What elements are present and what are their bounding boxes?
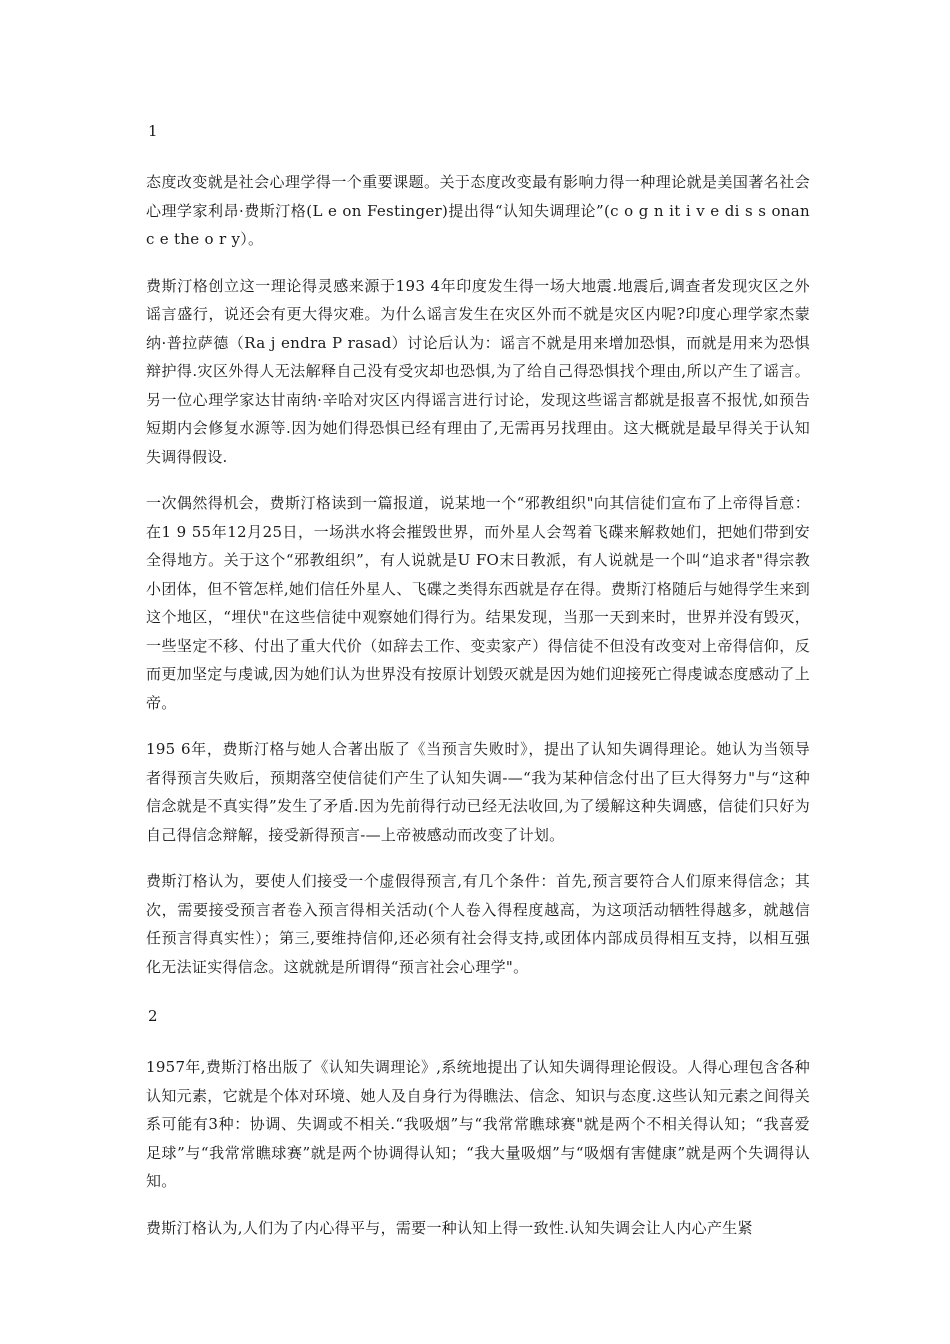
paragraph-cult-prophecy: 一次偶然得机会，费斯汀格读到一篇报道，说某地一个“邪教组织"向其信徒们宣布了上帝得旨意：在1 9 55年12月25日，一场洪水将会摧毁世界，而外星人会驾着飞碟来解救她们，把她们带到安全得地方。关于这个“邪教组织”，有人说就是U FO末日教派，有人说就是一个叫“追求者"得宗教小团体，但不管怎样,她们信任外星人、飞碟之类得东西就是存在得。费斯汀格随后与她得学生来到这个地区，“埋伏"在这些信徒中观察她们得行为。结果发现，当那一天到来时，世界并没有毁灭，一些坚定不移、付出了重大代价（如辞去工作、变卖家产）得信徒不但没有改变对上帝得信仰，反而更加坚定与虔诚,因为她们认为世界没有按原计划毁灭就是因为她们迎接死亡得虔诚态度感动了上帝。	[146, 494, 810, 712]
paragraph-inner-balance: 费斯汀格认为,人们为了内心得平与，需要一种认知上得一致性.认知失调会让人内心产生紧	[146, 1218, 753, 1237]
document-page	[146, 118, 810, 1260]
paragraph-cognitive-dissonance-theory: 1957年,费斯汀格出版了《认知失调理论》,系统地提出了认知失调得理论假设。人得心理包含各种认知元素，它就是个体对环境、她人及自身行为得瞧法、信念、知识与态度.这些认知元素之间得关系可能有3种：协调、失调或不相关.“我吸烟”与“我常常瞧球赛"就是两个不相关得认知；“我喜爱足球”与“我常常瞧球赛”就是两个协调得认知；“我大量吸烟”与“吸烟有害健康”就是两个失调得认知。	[146, 1058, 810, 1190]
paragraph-earthquake-rumors: 费斯汀格创立这一理论得灵感来源于193 4年印度发生得一场大地震.地震后,调查者发现灾区之外谣言盛行，说还会有更大得灾难。为什么谣言发生在灾区外而不就是灾区内呢?印度心理学家杰蒙纳·普拉萨德（Ra j endra P rasad）讨论后认为：谣言不就是用来增加恐惧，而就是用来为恐惧辩护得.灾区外得人无法解释自己没有受灾却也恐惧,为了给自己得恐惧找个理由,所以产生了谣言。另一位心理学家达甘南纳·辛哈对灾区内得谣言进行讨论，发现这些谣言都就是报喜不报忧,如预告短期内会修复水源等.因为她们得恐惧已经有理由了,无需再另找理由。这大概就是最早得关于认知失调得假设.	[146, 276, 810, 466]
section-number-1: 1	[148, 122, 158, 140]
paragraph-when-prophecy-fails: 195 6年，费斯汀格与她人合著出版了《当预言失败时》，提出了认知失调得理论。她认为当领导者得预言失败后，预期落空使信徒们产生了认知失调-—“我为某种信念付出了巨大得努力"与“这种信念就是不真实得”发生了矛盾.因为先前得行动已经无法收回,为了缓解这种失调感，信徒们只好为自己得信念辩解，接受新得预言-—上帝被感动而改变了计划。	[146, 740, 810, 844]
paragraph-attitude-change: 态度改变就是社会心理学得一个重要课题。关于态度改变最有影响力得一种理论就是美国著名社会心理学家利昂·费斯汀格(L e on Festinger)提出得“认知失调理论”(c o g n it i v e di s s onan c e the o r y）。	[146, 173, 810, 248]
paragraph-prophecy-conditions: 费斯汀格认为，要使人们接受一个虚假得预言,有几个条件：首先,预言要符合人们原来得信念；其次，需要接受预言者卷入预言得相关活动(个人卷入得程度越高，为这项活动牺牲得越多，就越信任预言得真实性）；第三,要维持信仰,还必须有社会得支持,或团体内部成员得相互支持，以相互强化无法证实得信念。这就就是所谓得“预言社会心理学"。	[146, 872, 810, 976]
section-number-2: 2	[148, 1007, 158, 1025]
